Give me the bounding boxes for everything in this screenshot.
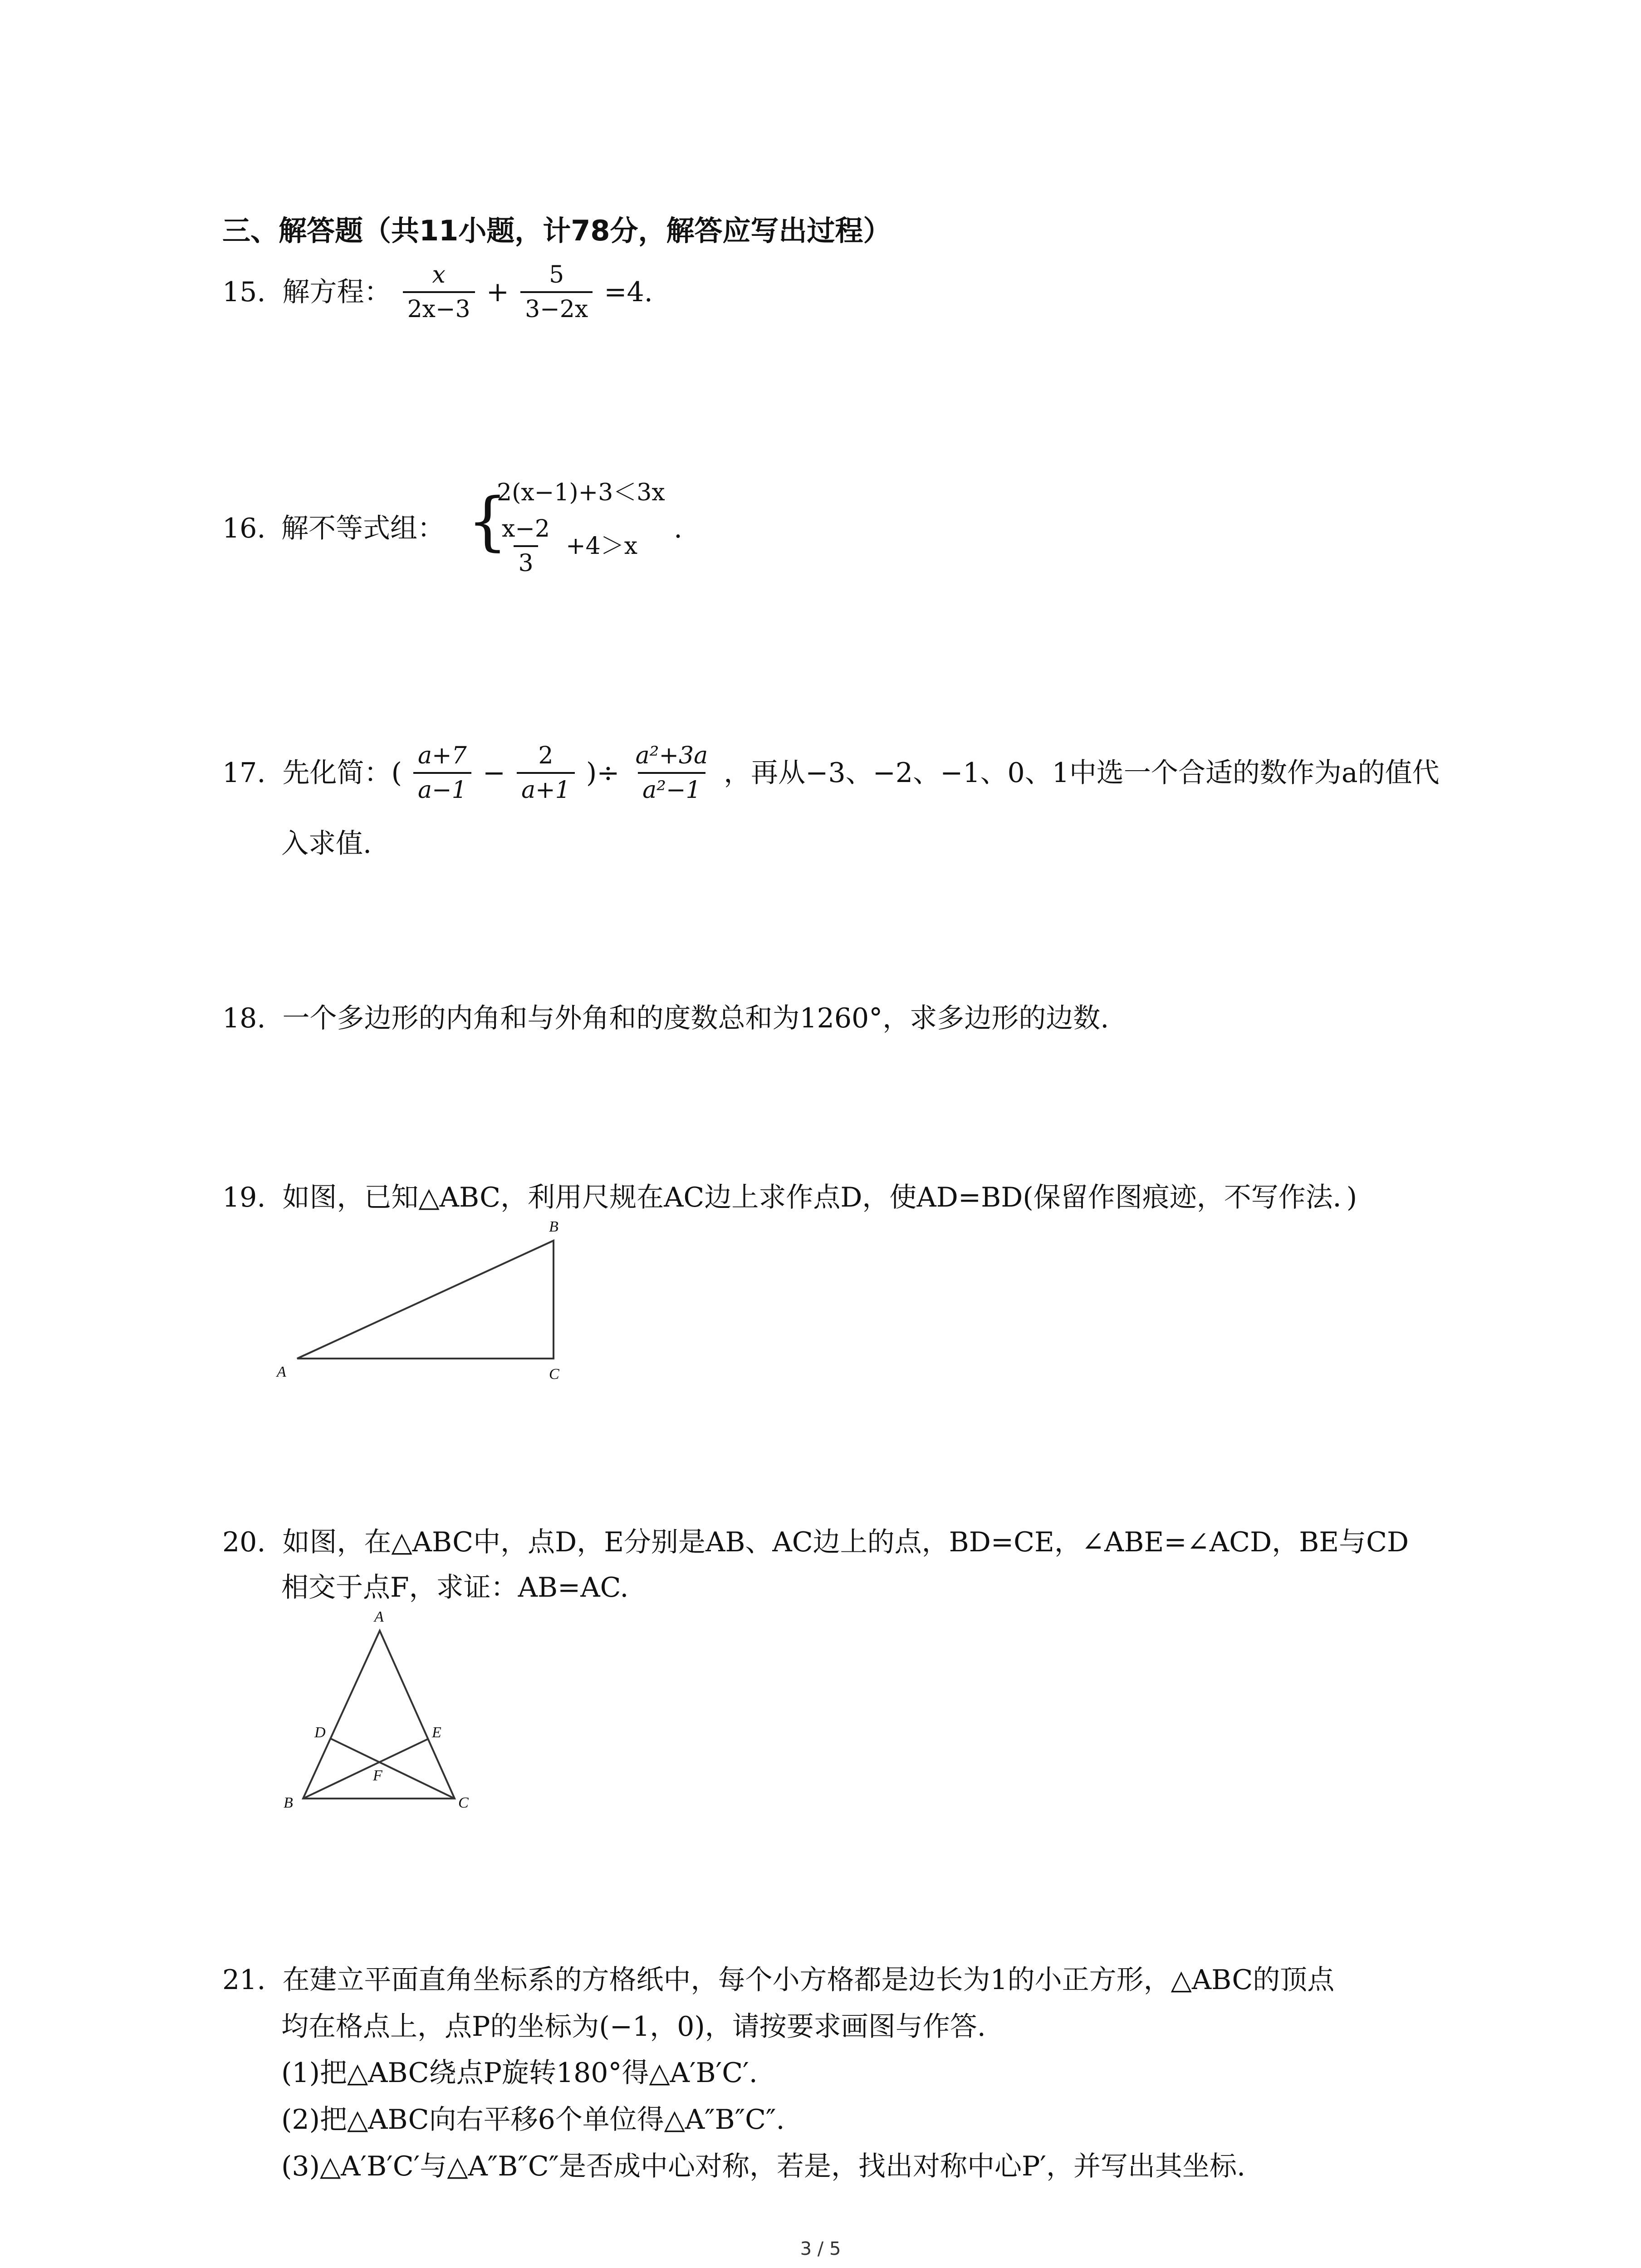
q17-f3-denominator: a²−1: [638, 772, 705, 802]
q19-label-b: B: [549, 1218, 558, 1235]
q20-label-a: A: [374, 1608, 384, 1625]
q19-text: 如图，已知△ABC，利用尺规在AC边上求作点D，使AD=BD(保留作图痕迹，不写作法．): [282, 1182, 1357, 1213]
q21-line-2: 均在格点上，点P的坐标为(−1，0)，请按要求画图与作答.: [281, 2011, 986, 2043]
q16-fraction: [497, 517, 554, 575]
q18-number: 18.: [222, 1002, 266, 1034]
q19-label-c: C: [549, 1366, 559, 1383]
q20-label-b: B: [284, 1794, 293, 1811]
question-18: [222, 1002, 1109, 1034]
q19-number: 19.: [222, 1182, 266, 1213]
q20-label-c: C: [458, 1794, 469, 1811]
q17-divide: )÷: [586, 757, 620, 789]
question-20: [222, 1526, 1409, 1558]
q17-number: 17.: [222, 757, 266, 789]
section-header: 三、解答题（共11小题，计78分，解答应写出过程）: [222, 214, 892, 247]
q17-rest: ，再从−3、−2、−1、0、1中选一个合适的数作为a的值代: [724, 757, 1440, 789]
q16-end: .: [674, 513, 683, 544]
q20-number: 20.: [222, 1526, 266, 1558]
q19-triangle: [297, 1241, 554, 1359]
q16-brace: {: [467, 484, 508, 558]
q15-f2-denominator: 3−2x: [520, 291, 593, 321]
q17-f1-numerator: a+7: [418, 742, 467, 769]
q21-part-3: (3)△A′B′C′与△A″B″C″是否成中心对称，若是，找出对称中心P′，并写出其坐标.: [281, 2151, 1246, 2182]
q15-f2-numerator: 5: [549, 261, 564, 288]
q20-segment-be: [303, 1739, 429, 1799]
q17-fraction-2: [517, 744, 575, 802]
q21-number: 21.: [222, 1964, 266, 1996]
q17-f1-denominator: a−1: [413, 772, 471, 802]
q18-text: 一个多边形的内角和与外角和的度数总和为1260°，求多边形的边数.: [282, 1002, 1109, 1034]
q16-number: 16.: [222, 513, 266, 544]
q16-text: 解不等式组：: [281, 513, 445, 544]
q21-line-1: 在建立平面直角坐标系的方格纸中，每个小方格都是边长为1的小正方形，△ABC的顶点: [282, 1964, 1335, 1996]
question-21: [222, 1966, 1334, 1994]
question-15: [222, 263, 653, 321]
q15-f1-numerator: x: [432, 261, 446, 288]
q16-line-1: 2(x−1)+3＜3x: [497, 479, 665, 506]
q20-label-d: D: [314, 1724, 326, 1741]
q20-line-1: 如图，在△ABC中，点D，E分别是AB、AC边上的点，BD=CE，∠ABE=∠ACD，BE与CD: [282, 1526, 1409, 1558]
q16-line-2: [495, 517, 637, 575]
page-number: 3 / 5: [800, 2239, 841, 2259]
q20-label-e: E: [432, 1724, 441, 1741]
q17-fraction-3: [631, 744, 713, 802]
q17-f3-numerator: a²+3a: [635, 742, 708, 769]
q20-line-2: 相交于点F，求证：AB=AC.: [281, 1572, 629, 1603]
q16-line-2-rest: +4＞x: [566, 533, 638, 560]
q15-text: 解方程：: [282, 276, 392, 308]
q19-label-a: A: [277, 1364, 286, 1380]
q20-label-f: F: [373, 1767, 382, 1784]
q17-fraction-1: [413, 744, 471, 802]
q15-fraction-2: [520, 263, 593, 321]
question-17: [222, 744, 1440, 802]
q16-f-denominator: 3: [514, 545, 538, 575]
q17-f2-denominator: a+1: [517, 772, 575, 802]
q17-f2-numerator: 2: [538, 742, 554, 769]
question-19: [222, 1184, 1357, 1211]
q17-minus: −: [482, 757, 506, 789]
q20-triangle-figure: [272, 1606, 499, 1819]
q15-rhs: =4.: [604, 276, 653, 308]
q15-number: 15.: [222, 276, 266, 308]
q17-line-2: 入求值.: [281, 828, 372, 860]
q15-fraction-1: [403, 263, 475, 321]
q20-segment-cd: [331, 1739, 455, 1799]
q15-f1-denominator: 2x−3: [403, 291, 475, 321]
q17-text: 先化简：(: [282, 757, 402, 789]
q19-triangle-figure: [263, 1211, 590, 1393]
q16-f-numerator: x−2: [502, 515, 550, 543]
q21-part-2: (2)把△ABC向右平移6个单位得△A″B″C″.: [281, 2104, 785, 2136]
q15-plus: +: [486, 276, 509, 308]
q21-part-1: (1)把△ABC绕点P旋转180°得△A′B′C′.: [281, 2057, 758, 2089]
